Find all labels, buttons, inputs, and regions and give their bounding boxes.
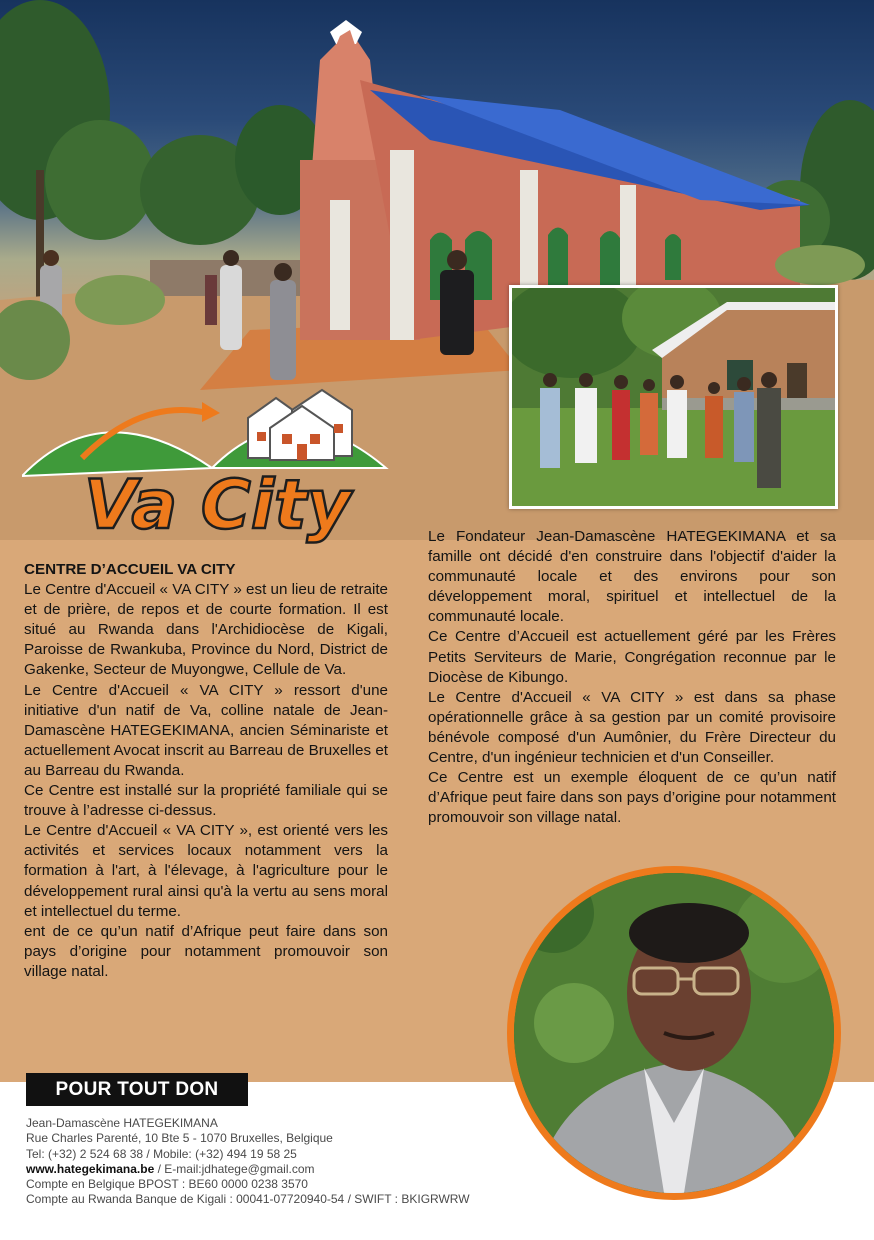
paragraph: Le Centre d'Accueil « VA CITY » est dans sa phase opérationnelle grâce à sa gestion par un comité provisoire bénévole composé d'un Aumônier, du Frère Directeur du Centre, d'un ingénieur technicien et d'un Conseiller.: [428, 688, 836, 767]
section-heading: CENTRE D’ACCUEIL VA CITY: [24, 561, 236, 578]
contact-block: [26, 1116, 546, 1208]
paragraph: ent de ce qu’un natif d’Afrique peut faire dans son pays d’origine pour notamment promouvoir son village natal.: [24, 922, 388, 980]
contact-name: Jean-Damascène HATEGEKIMANA: [26, 1116, 218, 1130]
contact-phone: Tel: (+32) 2 524 68 38 / Mobile: (+32) 494 19 58 25: [26, 1146, 297, 1161]
contact-web-email: [26, 1162, 546, 1177]
paragraph: Le Centre d'Accueil « VA CITY » ressort d'une initiative d'un natif de Va, colline natale de Jean-Damascène HATEGEKIMANA, ancien Séminariste et actuellement Avocat inscrit au Barreau de Bruxelles et au Barreau du Rwanda.: [24, 681, 388, 779]
paragraph: Ce Centre d’Accueil est actuellement géré par les Frères Petits Serviteurs de Marie, Congrégation reconnue par le Diocèse de Kibungo.: [428, 628, 836, 686]
bank-account-belgium: Compte en Belgique BPOST : BE60 0000 0238 3570: [26, 1177, 308, 1192]
paragraph: Le Fondateur Jean-Damascène HATEGEKIMANA et sa famille ont décidé d'en construire dans l'objectif d'aider la communauté locale et des environs pour son développement moral, spirituel et intellectuel de la communauté locale.: [428, 528, 836, 626]
paragraph: Le Centre d'Accueil « VA CITY », est orienté vers les activités et services locaux notamment vers la formation à l'art, à l'élevage, à l'agriculture pour le développement rural ainsi qu'à la vertu au sens moral et intellectuel du terme.: [24, 822, 388, 920]
donation-label: POUR TOUT DON: [26, 1073, 248, 1106]
paragraph: Ce Centre est installé sur la propriété familiale qui se trouve à l’adresse ci-dessus.: [24, 782, 388, 820]
inset-photo: [509, 285, 838, 509]
founder-portrait: [507, 866, 841, 1200]
left-text-column: [24, 560, 388, 982]
contact-email[interactable]: / E-mail:jdhatege@gmail.com: [154, 1161, 315, 1176]
va-city-logo: [22, 388, 392, 548]
bank-account-rwanda: Compte au Rwanda Banque de Kigali : 00041-07720940-54 / SWIFT : BKIGRWRW: [26, 1192, 470, 1207]
right-text-column: [428, 527, 836, 828]
paragraph: Ce Centre est un exemple éloquent de ce qu’un natif d’Afrique peut faire dans son pays d’origine pour notamment promouvoir son village natal.: [428, 769, 836, 827]
logo-text: Va City: [84, 466, 351, 545]
paragraph: Le Centre d'Accueil « VA CITY » est un lieu de retraite et de prière, de repos et de courte formation. Il est situé au Rwanda dans l'Archidiocèse de Kigali, Paroisse de Rwankuba, Province du Nord, District de Gakenke, Secteur de Muyongwe, Cellule de Va.: [24, 581, 388, 679]
contact-address: Rue Charles Parenté, 10 Bte 5 - 1070 Bruxelles, Belgique: [26, 1131, 333, 1146]
website-link[interactable]: www.hategekimana.be: [26, 1161, 155, 1176]
